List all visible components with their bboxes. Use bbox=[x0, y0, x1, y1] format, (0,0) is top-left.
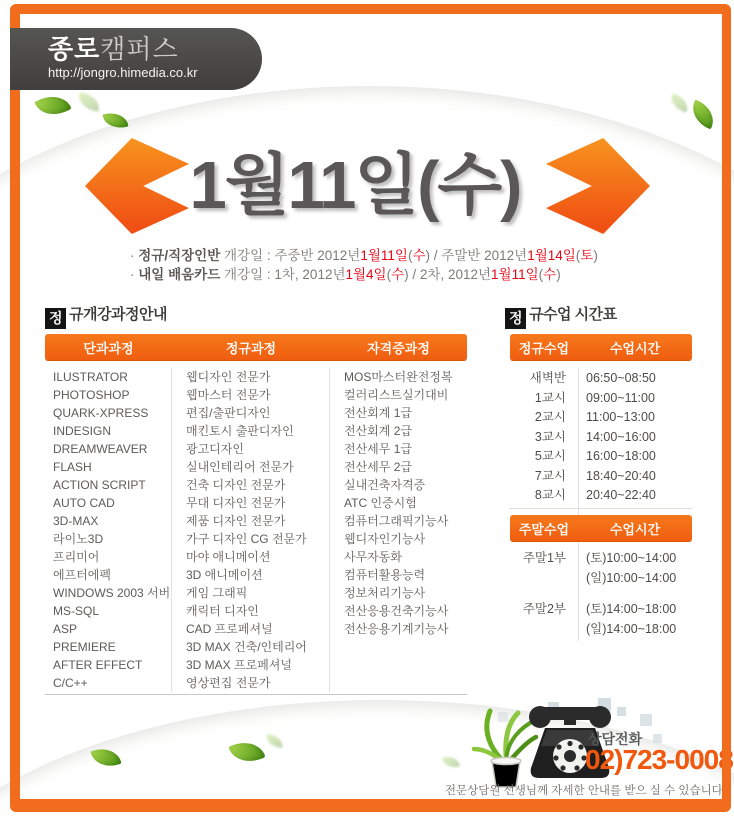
leaf-icon bbox=[77, 92, 101, 112]
title-badge-icon: 정 bbox=[45, 308, 66, 329]
notice-segment: ( bbox=[407, 248, 413, 263]
table-cell: 실내인테리어 전문가 bbox=[172, 458, 330, 476]
class-label: 2교시 bbox=[534, 410, 566, 424]
notice-segment: 개강일 : 주중반 2012년 bbox=[220, 248, 361, 263]
column-header: 정규과정 bbox=[225, 340, 277, 356]
table-cell: 에프터에펙 bbox=[45, 566, 172, 584]
class-time: (토)14:00~18:00 bbox=[586, 602, 677, 616]
class-time: 09:00~11:00 bbox=[586, 390, 655, 405]
table-cell: MS-SQL bbox=[45, 602, 172, 620]
table-cell: 게임 그래픽 bbox=[172, 584, 330, 602]
table-row bbox=[45, 674, 467, 692]
table-cell: 광고디자인 bbox=[172, 440, 330, 458]
class-time: 16:00~18:00 bbox=[586, 449, 656, 463]
table-row bbox=[510, 467, 692, 487]
table-cell: 3D 애니메이션 bbox=[172, 566, 330, 584]
table-cell: INDESIGN bbox=[45, 422, 172, 440]
mosaic-decoration bbox=[640, 714, 652, 726]
class-label: 7교시 bbox=[534, 468, 566, 483]
schedule-section-separator bbox=[510, 508, 692, 509]
class-time: 11:00~13:00 bbox=[586, 410, 655, 424]
table-cell: 3D MAX 프로페셔널 bbox=[172, 656, 330, 674]
table-cell: ASP bbox=[45, 620, 172, 638]
column-header: 수업시간 bbox=[609, 340, 661, 356]
class-time: (일)14:00~18:00 bbox=[586, 622, 677, 636]
table-cell: 전산응용기계기능사 bbox=[344, 622, 449, 636]
table-cell: 웹마스터 전문가 bbox=[172, 386, 330, 404]
notice-segment: 내일 배움카드 bbox=[138, 267, 221, 282]
notice-segment: ( bbox=[538, 267, 544, 282]
class-times bbox=[578, 548, 692, 588]
notice-segment: · bbox=[130, 267, 139, 282]
table-cell: 실내건축자격증 bbox=[344, 478, 426, 492]
table-cell: PHOTOSHOP bbox=[45, 386, 172, 404]
regular-schedule-header bbox=[510, 334, 692, 360]
class-label: 주말1부 bbox=[522, 551, 566, 565]
notice-segment: ( bbox=[575, 248, 581, 263]
notice-line bbox=[130, 246, 598, 265]
course-table-body bbox=[45, 368, 467, 695]
table-cell bbox=[330, 638, 467, 656]
campus-title bbox=[48, 35, 262, 63]
table-cell: 전산세무 2급 bbox=[344, 460, 412, 474]
table-cell: PREMIERE bbox=[45, 638, 172, 656]
column-header: 자격증과정 bbox=[367, 340, 430, 356]
table-row bbox=[45, 368, 467, 386]
class-label: 주말2부 bbox=[522, 602, 566, 616]
notice-segment: ) / 2차, 2012년 bbox=[404, 267, 492, 282]
title-badge-icon: 정 bbox=[505, 308, 526, 329]
table-row bbox=[510, 548, 692, 588]
table-row bbox=[45, 458, 467, 476]
table-row bbox=[45, 602, 467, 620]
table-row bbox=[510, 486, 692, 506]
notice-segment: 1월4일 bbox=[345, 267, 387, 282]
contact-caption: 전문상담원 선생님께 자세한 안내를 받으 실 수 있습니다. bbox=[444, 785, 726, 797]
notice-segment: 정규/직장인반 bbox=[138, 248, 221, 263]
table-cell: 전산회계 1급 bbox=[344, 406, 412, 420]
course-table-header bbox=[45, 334, 467, 360]
table-cell: 무대 디자인 전문가 bbox=[172, 494, 330, 512]
table-cell: 캐릭터 디자인 bbox=[172, 602, 330, 620]
campus-name-bold: 종로 bbox=[48, 34, 101, 64]
weekend-schedule-header bbox=[510, 515, 692, 541]
table-cell: DREAMWEAVER bbox=[45, 440, 172, 458]
table-cell: 컴퓨터그래픽기능사 bbox=[344, 514, 449, 528]
notice-segment: 1월11일 bbox=[360, 248, 408, 263]
course-table-title bbox=[45, 303, 167, 329]
notice-segment: 수 bbox=[412, 248, 426, 263]
class-label: 새벽반 bbox=[529, 371, 566, 385]
table-cell: ACTION SCRIPT bbox=[45, 476, 172, 494]
table-row bbox=[45, 512, 467, 530]
table-cell: MOS마스터완전정복 bbox=[344, 370, 453, 384]
weekend-schedule-body bbox=[510, 548, 692, 650]
campus-name-light: 캠퍼스 bbox=[100, 34, 179, 64]
table-row bbox=[510, 408, 692, 428]
opening-notices bbox=[130, 246, 598, 284]
table-cell: 정보처리기능사 bbox=[344, 586, 426, 600]
table-cell: 프리미어 bbox=[45, 548, 172, 566]
class-label: 5교시 bbox=[534, 449, 566, 463]
class-time: 20:40~22:40 bbox=[586, 488, 656, 502]
table-cell: 3D MAX 건축/인테리어 bbox=[172, 638, 330, 656]
class-time: (토)10:00~14:00 bbox=[586, 551, 677, 565]
table-cell: C/C++ bbox=[45, 674, 172, 692]
table-row bbox=[510, 369, 692, 389]
leaf-icon bbox=[687, 100, 719, 130]
table-cell: 컬러리스트실기대비 bbox=[344, 388, 449, 402]
class-label: 1교시 bbox=[534, 390, 566, 405]
notice-line bbox=[130, 265, 598, 284]
notice-segment: 토 bbox=[580, 248, 594, 263]
table-row bbox=[45, 656, 467, 674]
table-cell: 컴퓨터활용능력 bbox=[344, 568, 426, 582]
notice-segment: 개강일 : 1차, 2012년 bbox=[220, 267, 346, 282]
table-cell: 가구 디자인 CG 전문가 bbox=[172, 530, 330, 548]
table-cell: 편집/출판디자인 bbox=[172, 404, 330, 422]
table-cell: AUTO CAD bbox=[45, 494, 172, 512]
column-header: 수업시간 bbox=[609, 521, 661, 537]
class-time: 14:00~16:00 bbox=[586, 429, 656, 444]
table-cell: 전산회계 2급 bbox=[344, 424, 412, 438]
table-cell: 영상편집 전문가 bbox=[172, 674, 330, 692]
leaf-icon bbox=[668, 93, 690, 112]
table-row bbox=[45, 494, 467, 512]
table-cell: 전산응용건축기능사 bbox=[344, 604, 449, 618]
schedule-title bbox=[505, 303, 617, 329]
course-table-title-text: 규개강과정안내 bbox=[69, 306, 167, 323]
table-cell: WINDOWS 2003 서버 bbox=[45, 584, 172, 602]
notice-segment: ) bbox=[593, 248, 598, 263]
table-cell: 3D-MAX bbox=[45, 512, 172, 530]
table-cell: AFTER EFFECT bbox=[45, 656, 172, 674]
regular-schedule-body bbox=[510, 369, 692, 506]
class-time: 06:50~08:50 bbox=[586, 371, 656, 385]
table-row bbox=[510, 389, 692, 409]
notice-segment: ) bbox=[556, 267, 561, 282]
notice-segment: 수 bbox=[543, 267, 557, 282]
class-label: 8교시 bbox=[534, 488, 566, 502]
table-cell: 웹디자인기능사 bbox=[344, 532, 426, 546]
table-cell: 마야 애니메이션 bbox=[172, 548, 330, 566]
campus-header-badge bbox=[10, 28, 262, 90]
table-cell: 매킨토시 출판디자인 bbox=[172, 422, 330, 440]
notice-segment: · bbox=[130, 248, 139, 263]
leaf-icon bbox=[34, 88, 71, 122]
notice-segment: 수 bbox=[391, 267, 405, 282]
table-cell: 웹디자인 전문가 bbox=[172, 368, 330, 386]
mosaic-decoration bbox=[653, 734, 662, 743]
table-cell: 사무자동화 bbox=[344, 550, 402, 564]
column-header: 단과과정 bbox=[83, 340, 134, 356]
table-cell: 전산세무 1급 bbox=[344, 442, 412, 456]
table-row bbox=[45, 566, 467, 584]
class-time: (일)10:00~14:00 bbox=[586, 571, 677, 585]
table-row bbox=[45, 620, 467, 638]
table-row bbox=[45, 584, 467, 602]
schedule-title-text: 규수업 시간표 bbox=[529, 306, 617, 323]
table-cell: QUARK-XPRESS bbox=[45, 404, 172, 422]
table-cell: 건축 디자인 전문가 bbox=[172, 476, 330, 494]
table-row bbox=[510, 599, 692, 639]
table-cell: 라이노3D bbox=[45, 530, 172, 548]
table-row bbox=[45, 422, 467, 440]
notice-segment: ) / 주말반 2012년 bbox=[425, 248, 528, 263]
table-row bbox=[45, 476, 467, 494]
campus-url-link[interactable]: http://jongro.himedia.co.kr bbox=[48, 65, 198, 80]
column-header: 주말수업 bbox=[518, 521, 570, 537]
notice-segment: 1월14일 bbox=[527, 248, 576, 263]
table-row bbox=[45, 530, 467, 548]
table-row bbox=[45, 386, 467, 404]
table-cell: ILUSTRATOR bbox=[45, 368, 172, 386]
table-row bbox=[45, 404, 467, 422]
class-times bbox=[578, 599, 692, 639]
table-row bbox=[510, 428, 692, 448]
class-time: 18:40~20:40 bbox=[586, 468, 656, 483]
table-row bbox=[45, 440, 467, 458]
table-row bbox=[45, 548, 467, 566]
contact-phone-number: 02)723-0008 bbox=[585, 744, 733, 775]
table-cell bbox=[330, 674, 467, 692]
table-cell: CAD 프로페셔널 bbox=[172, 620, 330, 638]
table-cell bbox=[330, 656, 467, 674]
table-cell: ATC 인증시험 bbox=[344, 496, 417, 510]
notice-segment: ( bbox=[386, 267, 392, 282]
table-cell: FLASH bbox=[45, 458, 172, 476]
table-cell: 제품 디자인 전문가 bbox=[172, 512, 330, 530]
class-label: 3교시 bbox=[534, 429, 566, 444]
column-header: 정규수업 bbox=[518, 340, 570, 356]
contact-label: 상담전화 bbox=[588, 731, 643, 747]
table-row bbox=[510, 447, 692, 467]
banner-date: 1월11일(수) bbox=[189, 148, 521, 223]
notice-segment: 1월11일 bbox=[491, 267, 539, 282]
table-row bbox=[45, 638, 467, 656]
